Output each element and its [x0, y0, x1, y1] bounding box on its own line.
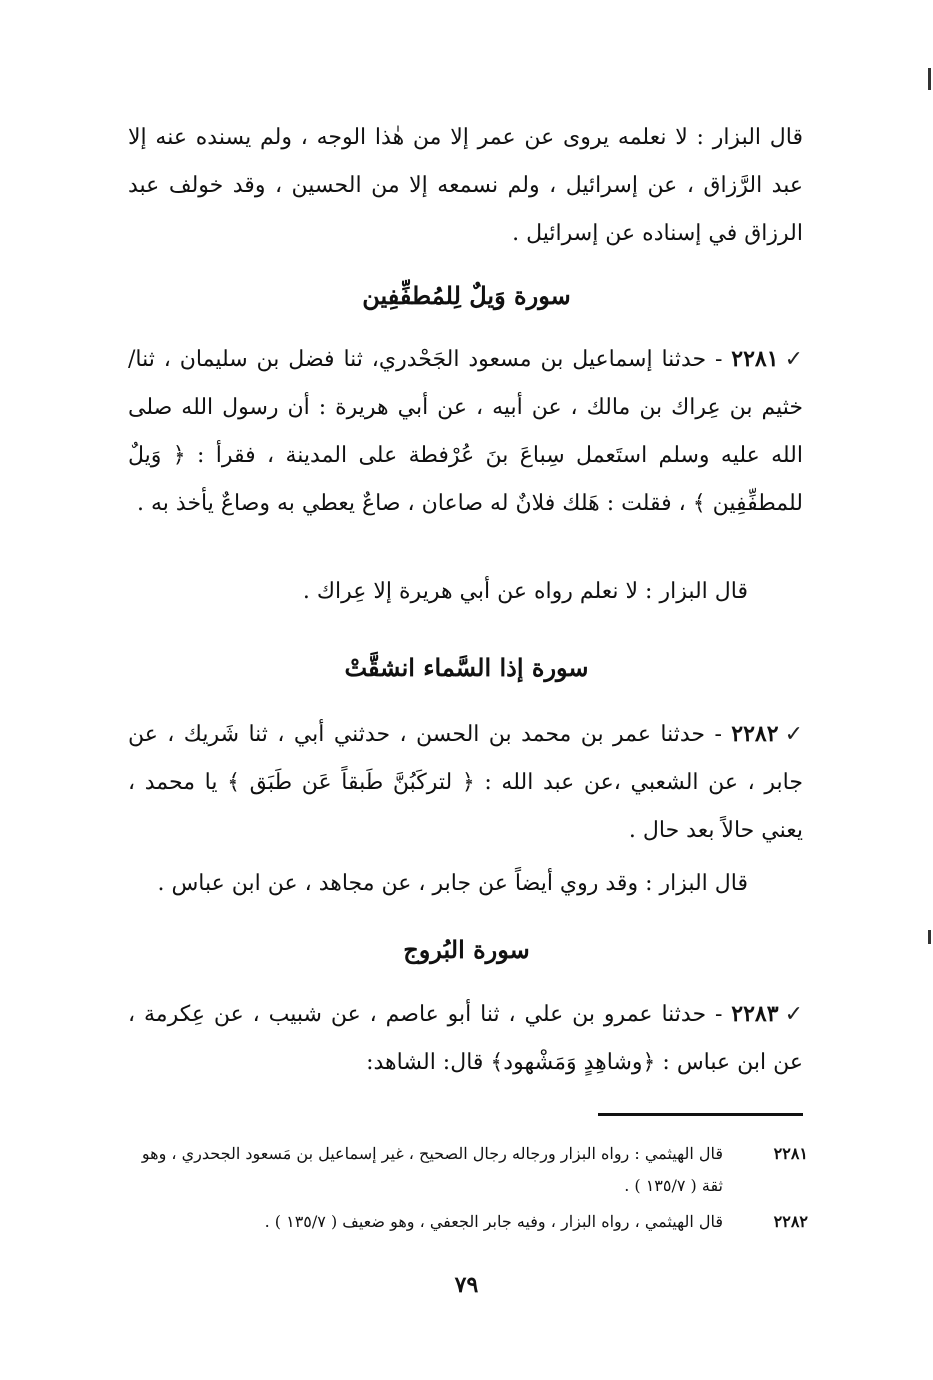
hadith-number: ٢٢٨٢ — [731, 721, 779, 747]
hadith-number: ٢٢٨١ — [731, 346, 779, 372]
footnote-2282 — [118, 1206, 808, 1238]
surah-heading-buruj: سورة البُروج — [403, 935, 530, 964]
page-edge-mark — [928, 68, 931, 90]
footnote-separator — [598, 1113, 803, 1116]
check-mark-icon: ✓ — [784, 347, 803, 372]
hadith-text: - حدثنا عمرو بن علي ، ثنا أبو عاصم ، عن شبيب ، عن عِكرمة ، عن ابن عباس : ﴿وشاهِدٍ وَمَشْهود﴾ قال: الشاهد: — [128, 1002, 803, 1075]
paragraph-bazzar-note-1: قال البزار : لا نعلمه يروى عن عمر إلا من هٰذا الوجه ، ولم يسنده عنه إلا عبد الرَّزاق ، عن إسرائيل ، ولم نسمعه إلا من الحسين ، وقد خولف عبد الرزاق في إسناده عن إسرائيل . — [128, 125, 803, 246]
hadith-2283 — [128, 990, 803, 1087]
hadith-2282 — [128, 710, 803, 855]
surah-heading-mutaffifin: سورة وَيلٌ لِلمُطفِّفِين — [362, 281, 571, 310]
footnote-text: قال الهيثمي : رواه البزار ورجاله رجال الصحيح ، غير إسماعيل بن مَسعود الجحدري ، وهو ثقة ( ١٣٥/٧ ) . — [141, 1144, 723, 1195]
page-number: ٧٩ — [454, 1272, 479, 1298]
paragraph-bazzar-note-3: قال البزار : وقد روي أيضاً عن جابر ، عن مجاهد ، عن ابن عباس . — [157, 871, 748, 896]
check-mark-icon: ✓ — [784, 1002, 803, 1027]
surah-heading-inshiqaq: سورة إذا السَّماء انشقَّتْ — [344, 653, 589, 682]
footnote-number: ٢٢٨١ — [773, 1144, 808, 1163]
hadith-text: - حدثنا عمر بن محمد بن الحسن ، حدثني أبي ، ثنا شَريك ، عن جابر ، عن الشعبي ،عن عبد الله : ﴿ لتركَبُنَّ طَبقاً عَن طَبَق ﴾ يا محمد ، يعني حالاً بعد حال . — [128, 722, 803, 843]
hadith-text: - حدثنا إسماعيل بن مسعود الجَحْدري، ثنا فضل بن سليمان ، ثنا/ خثيم بن عِراك بن مالك ، عن أبيه ، عن أبي هريرة : أن رسول الله صلى الله عليه وسلم استَعمل سِباعَ بنَ عُرْفطة على المدينة ، فقرأ : ﴿ وَيلٌ للمطفِّفِين ﴾ ، فقلت : هَلك فلانٌ له صاعان ، صاعٌ يعطي به وصاعٌ يأخذ به . — [128, 347, 803, 516]
hadith-number: ٢٢٨٣ — [731, 1001, 779, 1027]
footnote-2281 — [118, 1138, 808, 1202]
paragraph-bazzar-note-2: قال البزار : لا نعلم رواه عن أبي هريرة إلا عِراك . — [302, 579, 748, 604]
footnote-text: قال الهيثمي ، رواه البزار ، وفيه جابر الجعفي ، وهو ضعيف ( ١٣٥/٧ ) . — [264, 1212, 723, 1231]
check-mark-icon: ✓ — [784, 722, 803, 747]
footnote-number: ٢٢٨٢ — [773, 1212, 808, 1231]
hadith-2281 — [128, 335, 803, 528]
